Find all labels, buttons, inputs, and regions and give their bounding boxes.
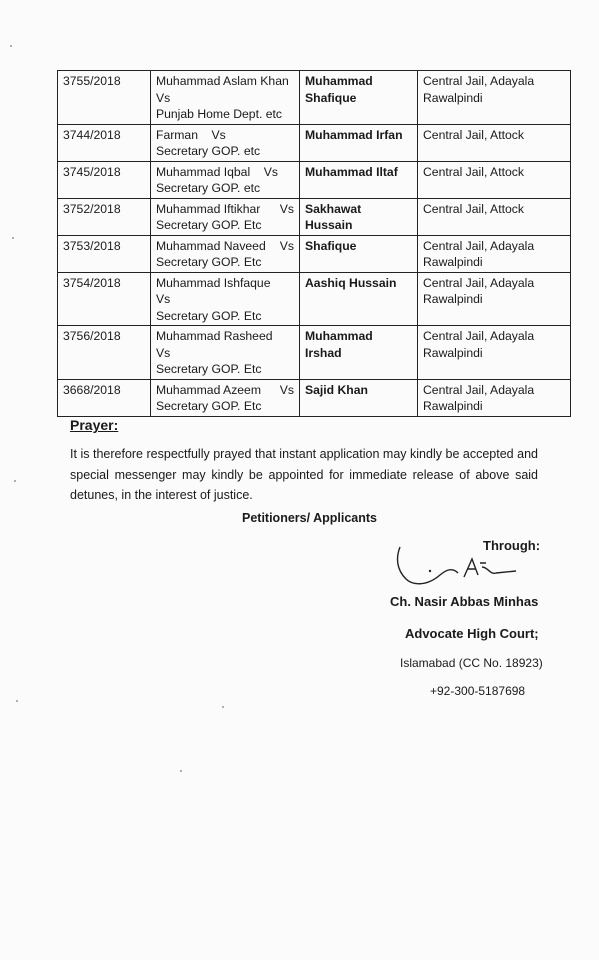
respondent-name: Secretary GOP. etc: [156, 181, 261, 195]
versus-label: Vs: [279, 238, 294, 253]
case-number: 3752/2018: [58, 198, 151, 235]
table-row: [58, 124, 571, 161]
advocate-name: Ch. Nasir Abbas Minhas: [390, 594, 539, 609]
respondent-name: Secretary GOP. Etc: [156, 255, 262, 269]
case-parties: [151, 326, 300, 380]
case-number: 3745/2018: [58, 161, 151, 198]
jail-name: Central Jail, Attock: [418, 124, 571, 161]
jail-name: Central Jail, Adayala Rawalpindi: [418, 235, 571, 272]
case-parties: [151, 235, 300, 272]
jail-name: Central Jail, Adayala Rawalpindi: [418, 379, 571, 416]
case-parties: [151, 198, 300, 235]
respondent-name: Secretary GOP. Etc: [156, 362, 262, 376]
petitioner-name: Muhammad Aslam Khan: [156, 74, 289, 88]
table-row: [58, 235, 571, 272]
petitioner-name: Muhammad Iqbal: [156, 164, 251, 179]
jail-name: Central Jail, Attock: [418, 198, 571, 235]
signature-stroke: [398, 547, 458, 584]
scan-speck: [12, 237, 14, 239]
petitioner-line: [156, 382, 294, 399]
respondent-name: Secretary GOP. etc: [156, 144, 261, 158]
case-number: 3753/2018: [58, 235, 151, 272]
versus-label: Vs: [156, 90, 171, 105]
petitioner-line: [156, 164, 294, 181]
jail-name: Central Jail, Attock: [418, 161, 571, 198]
cases-table: [57, 70, 571, 417]
detenu-name: Muhammad Shafique: [300, 71, 418, 125]
scan-speck: [10, 45, 12, 47]
table-row: [58, 161, 571, 198]
detenu-name: Shafique: [300, 235, 418, 272]
petitioner-line: [156, 201, 294, 218]
jail-name: Central Jail, Adayala Rawalpindi: [418, 326, 571, 380]
case-parties: [151, 71, 300, 125]
advocate-phone: +92-300-5187698: [430, 684, 526, 698]
petitioner-name: Muhammad Naveed: [156, 238, 266, 253]
versus-label: Vs: [279, 201, 294, 216]
respondent-name: Secretary GOP. Etc: [156, 218, 262, 232]
versus-label: Vs: [263, 164, 278, 179]
signature-stroke: [464, 559, 516, 577]
table-row: [58, 71, 571, 125]
respondent-name: Secretary GOP. Etc: [156, 399, 262, 413]
scan-speck: [16, 700, 18, 702]
detenu-name: Muhammad Irshad: [300, 326, 418, 380]
case-number: 3754/2018: [58, 272, 151, 326]
advocate-title: Advocate High Court;: [405, 626, 539, 641]
advocate-address: Islamabad (CC No. 18923): [400, 656, 543, 670]
case-parties: [151, 161, 300, 198]
versus-label: Vs: [156, 345, 171, 360]
detenu-name: Muhammad Irfan: [300, 124, 418, 161]
petitioner-name: Muhammad Ishfaque: [156, 275, 271, 290]
case-parties: [151, 379, 300, 416]
table-row: [58, 198, 571, 235]
prayer-text: It is therefore respectfully prayed that instant application may kindly be accepted and special messenger may kindly be appointed for immediate release of above said detunes, in the interest of justice.: [70, 447, 538, 502]
petitioners-label: Petitioners/ Applicants: [242, 511, 377, 525]
petitioner-name: Muhammad Rasheed: [156, 329, 273, 343]
case-number: 3744/2018: [58, 124, 151, 161]
petitioner-name: Muhammad Azeem: [156, 382, 261, 397]
respondent-name: Secretary GOP. Etc: [156, 308, 262, 323]
table-row: [58, 272, 571, 326]
petitioner-line: [156, 127, 294, 144]
detenu-name: Sakhawat Hussain: [300, 198, 418, 235]
through-label: Through:: [483, 538, 541, 553]
scan-speck: [222, 706, 224, 708]
scan-speck: [180, 770, 182, 772]
petitioner-name: Farman: [156, 127, 198, 142]
versus-label: Vs: [279, 382, 294, 397]
versus-label: Vs: [156, 292, 171, 306]
table-row: [58, 326, 571, 380]
detenu-name: Muhammad Iltaf: [300, 161, 418, 198]
table-row: [58, 379, 571, 416]
petitioner-name: Muhammad Iftikhar: [156, 201, 261, 216]
signature-dot: [429, 570, 431, 572]
case-number: 3756/2018: [58, 326, 151, 380]
jail-name: Central Jail, Adayala Rawalpindi: [418, 272, 571, 326]
signature-mark: [392, 545, 522, 590]
case-parties: [151, 272, 300, 326]
jail-name: Central Jail, Adayala Rawalpindi: [418, 71, 571, 125]
scan-speck: [14, 480, 16, 482]
case-number: 3755/2018: [58, 71, 151, 125]
prayer-heading: Prayer:: [70, 417, 119, 433]
respondent-name: Punjab Home Dept. etc: [156, 107, 283, 121]
detenu-name: Aashiq Hussain: [300, 272, 418, 326]
petitioner-line: [156, 238, 294, 255]
versus-label: Vs: [211, 127, 226, 142]
detenu-name: Sajid Khan: [300, 379, 418, 416]
case-number: 3668/2018: [58, 379, 151, 416]
cases-table-body: [58, 71, 571, 417]
case-parties: [151, 124, 300, 161]
